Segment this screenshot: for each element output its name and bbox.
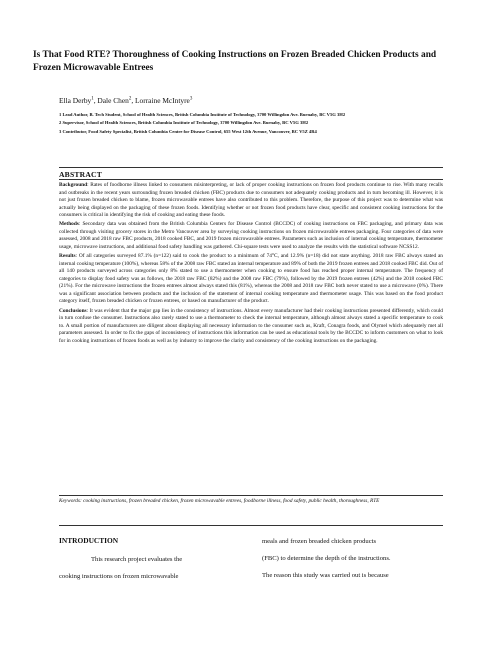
divider: [59, 495, 443, 496]
divider: [59, 179, 443, 180]
divider: [59, 525, 443, 526]
author-name: Ella Derby: [59, 96, 92, 105]
body-line: The reason this study was carried out is because: [262, 572, 389, 579]
author-superscript: 3: [189, 96, 193, 102]
author-name: Dale Chen: [97, 96, 129, 105]
paper-title: Is That Food RTE? Thoroughness of Cooking Instructions on Frozen Breaded Chicken Products and Frozen Microwavable Entrees: [33, 50, 437, 73]
body-line: This research project evaluates the: [91, 556, 183, 563]
author-list: Ella Derby$^1$, Dale Chen$^2$, Lorraine McIntyre$^3$: [59, 96, 193, 105]
author-name: Lorraine McIntyre: [135, 96, 190, 105]
abstract-body: [59, 182, 443, 347]
author-superscript: 2: [128, 96, 132, 102]
paragraph-text: Secondary data was obtained from the British Columbia Centers for Disease Control (BCCDC) of cooking instructions on FBC packaging, and primary data was collected through visiting grocery stores in the Metro Vancouver area by surveying cooking instructions on frozen microwavable entrees packaging. Four categories of data were assessed, 2008 and 2018 raw FBC products, 2018 cooked FBC, and 2019 frozen microwavable entrees. Parameters such as inclusion of internal cooking temperature, thermometer usage, microwave instructions, and additional food safety handling was gathered. Chi-square tests were used to analyze the results with the statistical software NCSS12.: [59, 221, 443, 250]
introduction-heading: INTRODUCTION: [59, 536, 119, 545]
affiliation-3: 3 Contributor, Food Safety Specialist, British Columbia Centre for Disease Control, 655 West 12th Avenue, Vancouver, BC V5Z 4R4: [59, 128, 317, 134]
affiliation-1: 1 Lead Author, B. Tech Student, School of Health Sciences, British Columbia Institute of Technology, 3700 Willingdon Ave. Burnaby, BC V5G 3H2: [59, 112, 346, 117]
body-line: (FBC) to determine the depth of the instructions.: [262, 555, 391, 562]
body-column-right: [262, 533, 448, 584]
keywords-text: cooking instructions, frozen breaded chicken, frozen microwavable entrees, foodborne illness, food safety, public health, thoroughness, RTE: [83, 498, 380, 504]
abstract-methods: Methods: Secondary data was obtained from the British Columbia Centers for Disease Control (BCCDC) of cooking instructions on FBC packaging, and primary data was collected through visiting grocery stores in the Metro Vancouver area by surveying cooking instructions on frozen microwavable entrees packaging. Four categories of data were assessed, 2008 and 2018 raw FBC products, 2018 cooked FBC, and 2019 frozen microwavable entrees. Parameters such as inclusion of internal cooking temperature, thermometer usage, microwave instructions, and additional food safety handling was gathered. Chi-square tests were used to analyze the results with the statistical software NCSS12.: [59, 221, 443, 250]
body-line: meals and frozen breaded chicken products: [262, 538, 377, 545]
author-superscript: 1: [91, 96, 94, 102]
keywords-label: Keywords:: [59, 498, 82, 504]
keywords: [59, 498, 443, 506]
paragraph-text: Of all categories surveyed 87.1% (n=122) said to cook the product to a minimum of 74°C, and 12.9% (n=18) did not state anything. 2018 raw FBC always stated an internal cooking temperature (100%), whereas 58% of the 2008 raw FBC stated an internal temperature and 89% of both the 2019 frozen entrees and 2018 cooked FBC did. Out of all 140 products surveyed across categories only 8% stated to use a thermometer when cooking to ensure food has reached proper internal temperature. The frequency of categories to display food safety was as follows, the 2018 raw FBC (82%) and the 2008 raw FBC (79%), followed by the 2019 frozen entrees (42%) and the 2018 cooked FBC (21%). For the microwave instructions the frozen entrees almost always stated this (81%), whereas the 2008 and 2018 raw FBC both never stated to use a microwave (0%). There was a significant association between products and the inclusion of the statement of internal cooking temperature and thermometer usage. This was based on the food product category itself, frozen breaded chicken or frozen entrees, or based on manufacturer of the product.: [59, 253, 443, 305]
section-label: Methods: [59, 221, 79, 228]
section-label: Results: [59, 253, 76, 260]
paragraph-text: Rates of foodborne illness linked to consumers misinterpreting, or lack of proper cooking instructions on frozen food products continue to rise. With many recalls and outbreaks in the recent years surrounding frozen breaded chicken (FBC) products due to consumers not adequately cooking products and in turn becoming ill. However, it is not just frozen breaded chicken to blame, frozen microwavable entrees have also contributed to this problem. Therefore, the purpose of this project was to determine what was actually being displayed on the packaging of these frozen foods. Identifying whether or not frozen food products have clear, specific and consistent cooking instructions for the consumers is critical in identifying the risk of cooking and eating these foods.: [59, 182, 443, 219]
abstract-conclusions: Conclusions: It was evident that the major gap lies in the consistency of instructions. Almost every manufacturer had their cooking instructions presented differently, which could in turn confuse the consumer. Instructions also rarely stated to use a thermometer to check the internal temperature, although almost always stated a specific temperature to cook to. A small portion of manufacturers are diligent about displaying all necessary information to the consumer such as, Kraft, Conagra foods, and Olymel which adequately met all parameters assessed. In order to fix the gaps of inconsistency of instructions this information can be used as educational tools by the BCCDC to inform customers on what to look for in cooking instructions of frozen foods as well as by industry to improve the clarity and consistency of the cooking instructions on the packaging.: [59, 307, 443, 344]
affiliations: [59, 112, 439, 137]
divider: [59, 167, 443, 168]
abstract-results: Results: Of all categories surveyed 87.1% (n=122) said to cook the product to a minimum of 74°C, and 12.9% (n=18) did not state anything. 2018 raw FBC always stated an internal cooking temperature (100%), whereas 58% of the 2008 raw FBC stated an internal temperature and 89% of both the 2019 frozen entrees and 2018 cooked FBC did. Out of all 140 products surveyed across categories only 8% stated to use a thermometer when cooking to ensure food has reached proper internal temperature. The frequency of categories to display food safety was as follows, the 2018 raw FBC (82%) and the 2008 raw FBC (79%), followed by the 2019 frozen entrees (42%) and the 2018 cooked FBC (21%). For the microwave instructions the frozen entrees almost always stated this (81%), whereas the 2008 and 2018 raw FBC both never stated to use a microwave (0%). There was a significant association between products and the inclusion of the statement of internal cooking temperature and thermometer usage. This was based on the food product category itself, frozen breaded chicken or frozen entrees, or based on manufacturer of the product.: [59, 253, 443, 305]
section-label: Conclusions: [59, 307, 87, 314]
abstract-background: Background: Rates of foodborne illness linked to consumers misinterpreting, or lack of proper cooking instructions on frozen food products continue to rise. With many recalls and outbreaks in the recent years surrounding frozen breaded chicken (FBC) products due to consumers not adequately cooking products and in turn becoming ill. However, it is not just frozen breaded chicken to blame, frozen microwavable entrees have also contributed to this problem. Therefore, the purpose of this project was to determine what was actually being displayed on the packaging of these frozen foods. Identifying whether or not frozen food products have clear, specific and consistent cooking instructions for the consumers is critical in identifying the risk of cooking and eating these foods.: [59, 182, 443, 219]
body-column-left: [59, 551, 244, 585]
abstract-heading: ABSTRACT: [59, 170, 102, 179]
section-label: Background: [59, 182, 88, 188]
affiliation-2: 2 Supervisor, School of Health Sciences, British Columbia Institute of Technology, 3700 Willingdon Ave. Burnaby, BC V5G 3H2: [59, 120, 309, 126]
paragraph-text: It was evident that the major gap lies in the consistency of instructions. Almost every manufacturer had their cooking instructions presented differently, which could in turn confuse the consumer. Instructions also rarely stated to use a thermometer to check the internal temperature, although almost always stated a specific temperature to cook to. A small portion of manufacturers are diligent about displaying all necessary information to the consumer such as, Kraft, Conagra foods, and Olymel which adequately met all parameters assessed. In order to fix the gaps of inconsistency of instructions this information can be used as educational tools by the BCCDC to inform customers on what to look for in cooking instructions of frozen foods as well as by industry to improve the clarity and consistency of the cooking instructions on the packaging.: [59, 307, 443, 344]
body-line: cooking instructions on frozen microwavable: [59, 573, 179, 580]
